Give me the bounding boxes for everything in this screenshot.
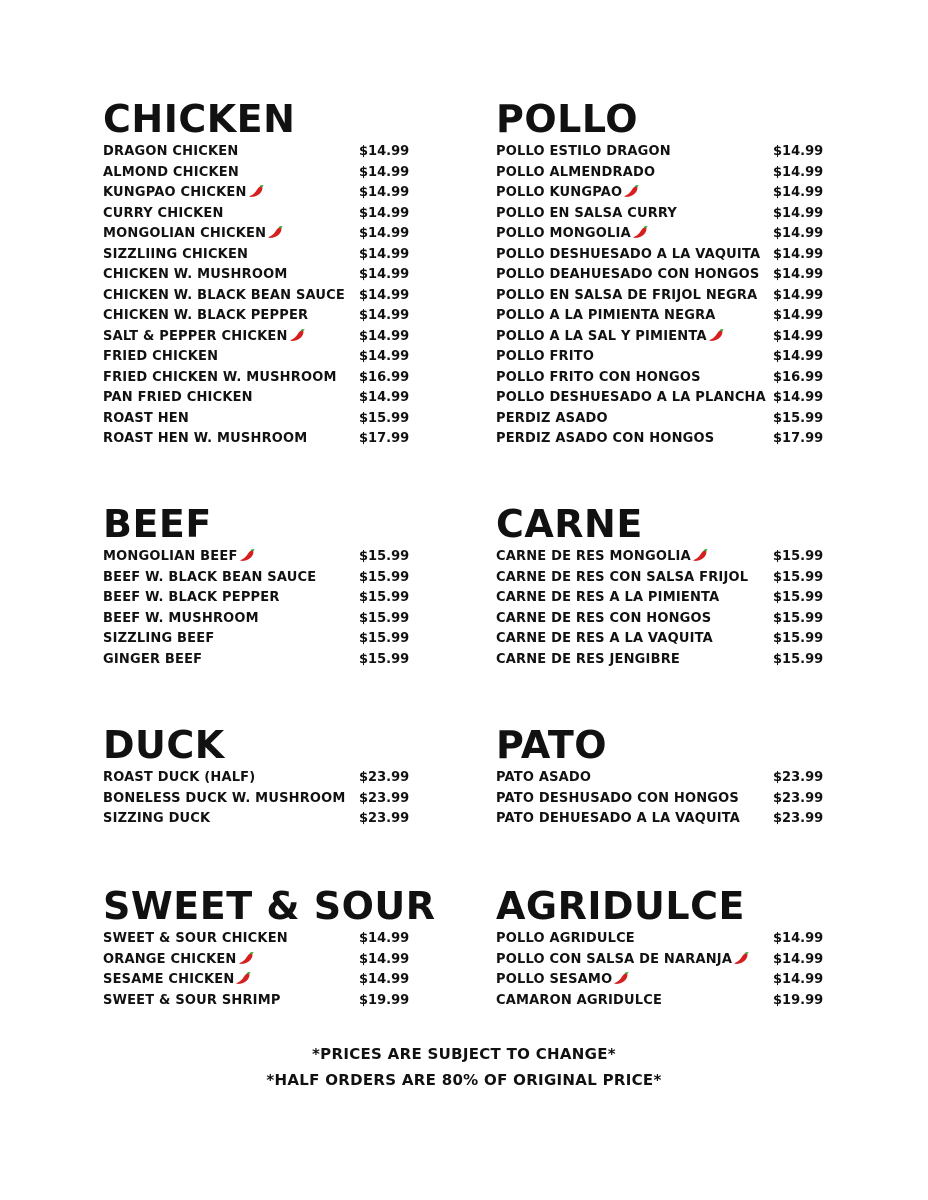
item-price: $14.99 [773,931,824,946]
item-price: $15.99 [359,590,410,605]
section-pato [496,722,824,830]
item-price: $19.99 [359,992,410,1008]
menu-item [103,368,410,389]
item-name-text: CARNE DE RES CON SALSA FRIJOL [496,569,749,585]
item-name [103,224,285,245]
section-duck [103,722,410,830]
item-name [496,265,759,286]
item-price: $14.99 [359,390,410,405]
chili-pepper-icon [623,184,641,198]
item-name-text: POLLO MONGOLIA [496,226,631,241]
item-price: $14.99 [773,972,824,987]
menu-item [496,991,824,1012]
item-list [103,142,410,450]
item-price: $23.99 [773,770,824,785]
menu-item [103,547,410,568]
item-price: $14.99 [773,164,824,180]
item-name-text: PAN FRIED CHICKEN [103,390,253,405]
item-price: $14.99 [359,144,410,159]
item-price: $19.99 [773,992,824,1008]
item-name [496,327,726,348]
item-name [103,929,288,950]
section-title: SWEET & SOUR [103,884,436,928]
item-name-text: SIZZLIING CHICKEN [103,246,249,262]
item-name [103,568,316,589]
item-price: $14.99 [359,349,410,364]
item-name-text: POLLO EN SALSA CURRY [496,205,678,221]
item-name-text: SALT & PEPPER CHICKEN [103,328,288,344]
item-name [496,286,757,307]
menu-item [496,547,824,568]
item-name-text: KUNGPAO CHICKEN [103,185,247,200]
chili-pepper-icon [235,971,253,985]
item-price: $14.99 [359,185,410,200]
section-title: POLLO [496,97,639,141]
item-name-text: POLLO DEAHUESADO CON HONGOS [496,267,760,282]
item-price: $14.99 [773,349,824,364]
menu-item [103,609,410,630]
item-name [496,388,766,409]
item-price: $14.99 [773,144,824,159]
item-name [496,991,662,1012]
item-name [103,142,238,163]
section-title: BEEF [103,502,212,546]
item-name-text: BEEF W. MUSHROOM [103,610,259,626]
menu-item [496,809,824,830]
chili-pepper-icon [289,328,307,342]
item-name [496,429,714,450]
item-name-text: SIZZING DUCK [103,811,211,826]
chili-pepper-icon [248,184,266,198]
chili-pepper-icon [238,951,256,965]
item-name-text: PATO DESHUSADO CON HONGOS [496,790,739,806]
item-list [496,142,824,450]
item-price: $15.99 [773,651,824,667]
menu-item [103,768,410,789]
menu-item [103,409,410,430]
item-list [496,768,824,830]
menu-item [103,163,410,184]
item-name [496,245,760,266]
item-name-text: POLLO FRITO [496,349,595,364]
item-name-text: CHICKEN W. BLACK BEAN SAUCE [103,287,345,303]
item-name-text: POLLO FRITO CON HONGOS [496,369,701,385]
item-name-text: POLLO ESTILO DRAGON [496,144,671,159]
chili-pepper-icon [692,548,710,562]
item-name [103,588,280,609]
item-name [103,629,214,650]
menu-item [103,327,410,348]
item-name [496,970,631,991]
menu-item [496,224,824,245]
section-title: AGRIDULCE [496,884,745,928]
section-title: PATO [496,723,608,767]
item-name-text: CARNE DE RES A LA PIMIENTA [496,590,720,605]
item-name [496,609,711,630]
menu-item [496,929,824,950]
item-price: $14.99 [359,226,410,241]
menu-item [496,629,824,650]
chili-pepper-icon [708,328,726,342]
item-name [103,650,202,671]
item-name-text: FRIED CHICKEN [103,349,219,364]
section-title: CARNE [496,502,643,546]
item-price: $15.99 [359,610,410,626]
item-list [496,547,824,670]
item-name [103,950,256,971]
item-price: $15.99 [773,410,824,426]
section-carne [496,501,824,670]
item-name-text: BEEF W. BLACK PEPPER [103,590,280,605]
item-price: $14.99 [359,328,410,344]
item-price: $14.99 [773,328,824,344]
menu-item [496,327,824,348]
item-name [103,547,257,568]
item-name [103,204,224,225]
item-name [103,163,239,184]
half-order-note: *HALF ORDERS ARE 80% OF ORIGINAL PRICE* [266,1071,662,1089]
item-price: $14.99 [359,287,410,303]
item-price: $14.99 [359,246,410,262]
item-name-text: CARNE DE RES MONGOLIA [496,549,691,564]
item-name [496,306,716,327]
item-name [496,950,751,971]
menu-item [103,650,410,671]
item-price: $23.99 [359,811,410,826]
item-price: $14.99 [773,390,824,405]
item-name [103,327,307,348]
item-name-text: SWEET & SOUR SHRIMP [103,992,281,1008]
item-name [103,245,248,266]
item-name-text: SWEET & SOUR CHICKEN [103,931,288,946]
item-name-text: SESAME CHICKEN [103,972,235,987]
item-name-text: POLLO DESHUESADO A LA VAQUITA [496,246,761,262]
item-price: $14.99 [359,164,410,180]
menu-item [103,970,436,991]
menu-item [103,588,410,609]
item-name-text: POLLO KUNGPAO [496,185,623,200]
item-price: $17.99 [773,431,824,446]
item-name-text: DRAGON CHICKEN [103,144,239,159]
section-beef [103,501,410,670]
item-name [496,568,748,589]
item-name [103,388,253,409]
menu-item [496,950,824,971]
item-name [103,768,255,789]
menu-item [496,588,824,609]
section-title: DUCK [103,723,225,767]
menu-item [496,204,824,225]
item-price: $23.99 [359,770,410,785]
item-name [496,224,650,245]
menu-item [103,991,436,1012]
item-price: $23.99 [773,790,824,806]
section-agridulce [496,883,824,1011]
menu-item [496,142,824,163]
item-price: $15.99 [359,631,410,646]
item-name [496,368,701,389]
item-name [496,547,710,568]
menu-item [103,629,410,650]
item-price: $15.99 [773,590,824,605]
price-change-note: *PRICES ARE SUBJECT TO CHANGE* [312,1045,616,1063]
item-name-text: CARNE DE RES A LA VAQUITA [496,631,713,646]
item-name [103,809,210,830]
item-price: $15.99 [773,631,824,646]
item-price: $14.99 [773,308,824,323]
menu-item [496,568,824,589]
item-name-text: CARNE DE RES CON HONGOS [496,610,712,626]
item-name-text: POLLO EN SALSA DE FRIJOL NEGRA [496,287,758,303]
chili-pepper-icon [733,951,751,965]
item-name-text: CARNE DE RES JENGIBRE [496,651,680,667]
item-name [496,629,713,650]
item-name-text: CHICKEN W. MUSHROOM [103,267,288,282]
menu-item [496,650,824,671]
footnotes [0,1041,928,1093]
item-price: $23.99 [359,790,410,806]
item-name [496,768,591,789]
item-name-text: POLLO ALMENDRADO [496,164,656,180]
item-name [103,429,307,450]
item-price: $14.99 [359,931,410,946]
item-list [103,768,410,830]
menu-item [103,347,410,368]
item-name-text: GINGER BEEF [103,651,203,667]
item-name [103,409,189,430]
item-price: $15.99 [773,569,824,585]
item-name-text: PERDIZ ASADO [496,410,608,426]
menu-item [496,163,824,184]
item-name-text: ROAST DUCK (HALF) [103,770,256,785]
item-list [103,929,436,1011]
item-name-text: POLLO SESAMO [496,972,613,987]
item-name [103,265,288,286]
item-price: $14.99 [359,972,410,987]
item-name-text: PATO ASADO [496,770,592,785]
item-price: $14.99 [773,267,824,282]
item-price: $15.99 [359,410,410,426]
item-name-text: CAMARON AGRIDULCE [496,992,663,1008]
menu-item [496,265,824,286]
item-name-text: POLLO DESHUESADO A LA PLANCHA [496,390,766,405]
menu-item [103,142,410,163]
item-name [496,204,677,225]
menu-item [103,429,410,450]
menu-item [496,245,824,266]
item-name-text: POLLO A LA PIMIENTA NEGRA [496,308,716,323]
item-name [103,991,281,1012]
item-name [496,347,594,368]
item-price: $14.99 [773,226,824,241]
item-price: $15.99 [359,569,410,585]
item-name [103,306,308,327]
item-name-text: SIZZLING BEEF [103,631,215,646]
item-price: $14.99 [773,951,824,967]
menu-item [496,409,824,430]
item-name [496,588,719,609]
section-title: CHICKEN [103,97,296,141]
menu-item [496,388,824,409]
item-name-text: POLLO A LA SAL Y PIMIENTA [496,328,707,344]
item-name [103,368,337,389]
menu-item [103,265,410,286]
item-price: $16.99 [773,369,824,385]
menu-item [103,809,410,830]
item-price: $15.99 [773,610,824,626]
menu-item [103,789,410,810]
menu-item [103,950,436,971]
menu-item [496,789,824,810]
menu-item [103,286,410,307]
item-name-text: PERDIZ ASADO CON HONGOS [496,431,715,446]
menu-item [496,609,824,630]
item-name-text: MONGOLIAN CHICKEN [103,226,267,241]
chili-pepper-icon [613,971,631,985]
item-name-text: ALMOND CHICKEN [103,164,239,180]
item-name [103,970,253,991]
item-price: $14.99 [359,308,410,323]
item-price: $14.99 [773,205,824,221]
item-name-text: ROAST HEN W. MUSHROOM [103,431,308,446]
item-name [103,183,266,204]
item-name-text: PATO DEHUESADO A LA VAQUITA [496,811,741,826]
menu-item [103,388,410,409]
item-price: $17.99 [359,431,410,446]
item-name [496,183,641,204]
item-name [496,142,671,163]
item-price: $14.99 [359,267,410,282]
item-name-text: POLLO CON SALSA DE NARANJA [496,951,733,967]
menu-item [496,429,824,450]
item-name-text: POLLO AGRIDULCE [496,931,635,946]
item-price: $14.99 [773,185,824,200]
item-price: $14.99 [359,951,410,967]
chili-pepper-icon [632,225,650,239]
menu-item [103,183,410,204]
item-name-text: FRIED CHICKEN W. MUSHROOM [103,369,337,385]
item-name-text: MONGOLIAN BEEF [103,549,238,564]
item-name [496,789,739,810]
section-chicken [103,96,410,450]
item-price: $23.99 [773,811,824,826]
item-name [103,789,346,810]
item-name-text: ORANGE CHICKEN [103,951,237,967]
item-price: $15.99 [773,549,824,564]
menu-item [103,245,410,266]
chili-pepper-icon [239,548,257,562]
item-price: $14.99 [773,246,824,262]
item-price: $15.99 [359,651,410,667]
menu-item [103,568,410,589]
menu-item [496,306,824,327]
menu-item [103,204,410,225]
item-name [103,347,218,368]
menu-item [103,929,436,950]
section-pollo [496,96,824,450]
menu-item [496,368,824,389]
item-name-text: CURRY CHICKEN [103,205,224,221]
menu-item [103,224,410,245]
menu-item [496,347,824,368]
item-price: $16.99 [359,369,410,385]
item-name [103,609,259,630]
menu-item [103,306,410,327]
item-name-text: BONELESS DUCK W. MUSHROOM [103,790,346,806]
menu-item [496,183,824,204]
item-price: $15.99 [359,549,410,564]
section-sweet-sour [103,883,436,1011]
item-name [103,286,345,307]
menu-item [496,286,824,307]
item-name [496,163,655,184]
menu-item [496,970,824,991]
item-name-text: ROAST HEN [103,410,189,426]
chili-pepper-icon [267,225,285,239]
item-name [496,929,635,950]
item-name [496,409,608,430]
item-list [103,547,410,670]
item-list [496,929,824,1011]
menu-item [496,768,824,789]
item-name-text: BEEF W. BLACK BEAN SAUCE [103,569,317,585]
item-price: $14.99 [359,205,410,221]
item-name [496,650,680,671]
item-price: $14.99 [773,287,824,303]
item-name-text: CHICKEN W. BLACK PEPPER [103,308,309,323]
item-name [496,809,740,830]
